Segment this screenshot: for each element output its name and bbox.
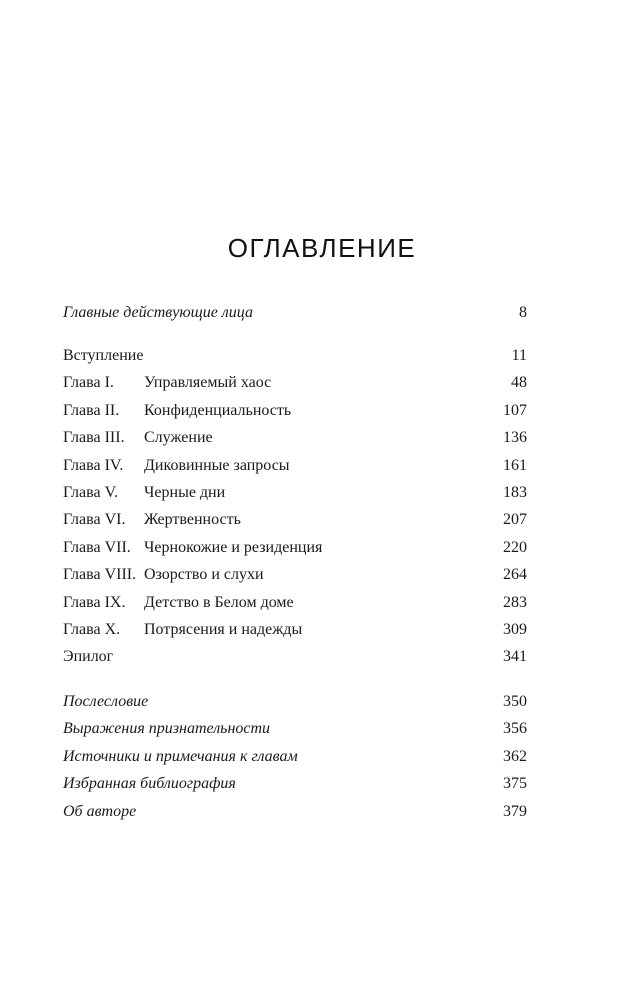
toc-entry-page: 207 <box>503 511 527 529</box>
toc-entry-chapter-10[interactable] <box>63 616 527 643</box>
toc-entry-title: Вступление <box>63 347 144 364</box>
toc-entry-title: Диковинные запросы <box>144 456 290 474</box>
toc-entry-chapter-number: Глава VII. <box>63 538 131 556</box>
toc-entry-title: Озорство и слухи <box>144 566 264 584</box>
toc-entry-dramatis-personae[interactable] <box>63 299 527 326</box>
toc-entry-chapter-number: Глава IX. <box>63 593 126 611</box>
toc-entry-chapter-7[interactable] <box>63 534 527 561</box>
toc-entry-title: Эпилог <box>63 648 114 666</box>
chapters-list <box>63 342 527 671</box>
toc-entry-page: 107 <box>503 401 527 419</box>
toc-entry-title: Главные действующие лица <box>63 304 253 321</box>
toc-entry-page: 161 <box>503 456 527 474</box>
toc-entry-chapter-number: Глава VIII. <box>63 566 137 584</box>
toc-entry-page: 264 <box>503 566 527 584</box>
toc-entry-page: 220 <box>503 538 527 556</box>
toc-entry-title: Жертвенность <box>144 511 241 529</box>
toc-entry-page: 362 <box>503 747 527 765</box>
toc-entry-title: Потрясения и надежды <box>144 620 303 638</box>
toc-entry-chapter-6[interactable] <box>63 506 527 533</box>
toc-entry-page: 375 <box>503 775 527 793</box>
toc-entry-title: Избранная библиография <box>63 775 236 793</box>
toc-entry-chapter-2[interactable] <box>63 397 527 424</box>
toc-entry-page: 379 <box>503 802 527 820</box>
toc-entry-title: Конфиденциальность <box>144 401 292 419</box>
toc-entry-title: Источники и примечания к главам <box>63 747 298 765</box>
toc-entry-title: Об авторе <box>63 802 137 820</box>
back-matter-list <box>63 688 527 825</box>
toc-entry-chapter-5[interactable] <box>63 479 527 506</box>
toc-entry-title: Черные дни <box>144 483 226 501</box>
toc-entry-page: 11 <box>511 347 527 364</box>
toc-entry-page: 283 <box>503 593 527 611</box>
toc-entry-chapter-number: Глава V. <box>63 483 119 501</box>
page-title: ОГЛАВЛЕНИЕ <box>227 233 417 263</box>
toc-entry-acknowledgements[interactable] <box>63 715 527 742</box>
toc-entry-chapter-8[interactable] <box>63 561 527 588</box>
toc-entry-title: Выражения признательности <box>63 720 271 738</box>
toc-entry-sources-and-notes[interactable] <box>63 743 527 770</box>
toc-entry-title: Послесловие <box>63 693 149 710</box>
toc-entry-page: 183 <box>503 483 527 501</box>
toc-entry-chapter-number: Глава II. <box>63 401 120 419</box>
toc-entry-title: Детство в Белом доме <box>144 593 294 611</box>
toc-entry-chapter-number: Глава X. <box>63 620 121 638</box>
toc-entry-title: Чернокожие и резиденция <box>144 538 323 556</box>
toc-entry-page: 136 <box>503 429 527 447</box>
toc-entry-chapter-1[interactable] <box>63 369 527 396</box>
toc-entry-chapter-number: Глава IV. <box>63 456 124 474</box>
toc-entry-page: 341 <box>503 648 527 666</box>
toc-entry-bibliography[interactable] <box>63 770 527 797</box>
toc-entry-chapter-number: Глава III. <box>63 429 125 447</box>
toc-entry-afterword[interactable] <box>63 688 527 715</box>
toc-entry-chapter-3[interactable] <box>63 424 527 451</box>
toc-entry-chapter-9[interactable] <box>63 589 527 616</box>
toc-entry-title: Служение <box>144 429 213 447</box>
toc-entry-chapter-number: Глава I. <box>63 374 114 392</box>
toc-entry-chapter-number: Глава VI. <box>63 511 126 529</box>
toc-entry-page: 350 <box>503 693 527 710</box>
toc-entry-about-author[interactable] <box>63 798 527 825</box>
toc-entry-page: 356 <box>503 720 527 738</box>
toc-entry-introduction[interactable] <box>63 342 527 369</box>
toc-entry-title: Управляемый хаос <box>144 374 272 392</box>
toc-entry-epilogue[interactable] <box>63 643 527 670</box>
toc-entry-page: 8 <box>519 304 527 321</box>
front-matter-list <box>63 299 527 326</box>
toc-entry-page: 48 <box>511 374 527 392</box>
toc-entry-chapter-4[interactable] <box>63 452 527 479</box>
toc-entry-page: 309 <box>503 620 527 638</box>
